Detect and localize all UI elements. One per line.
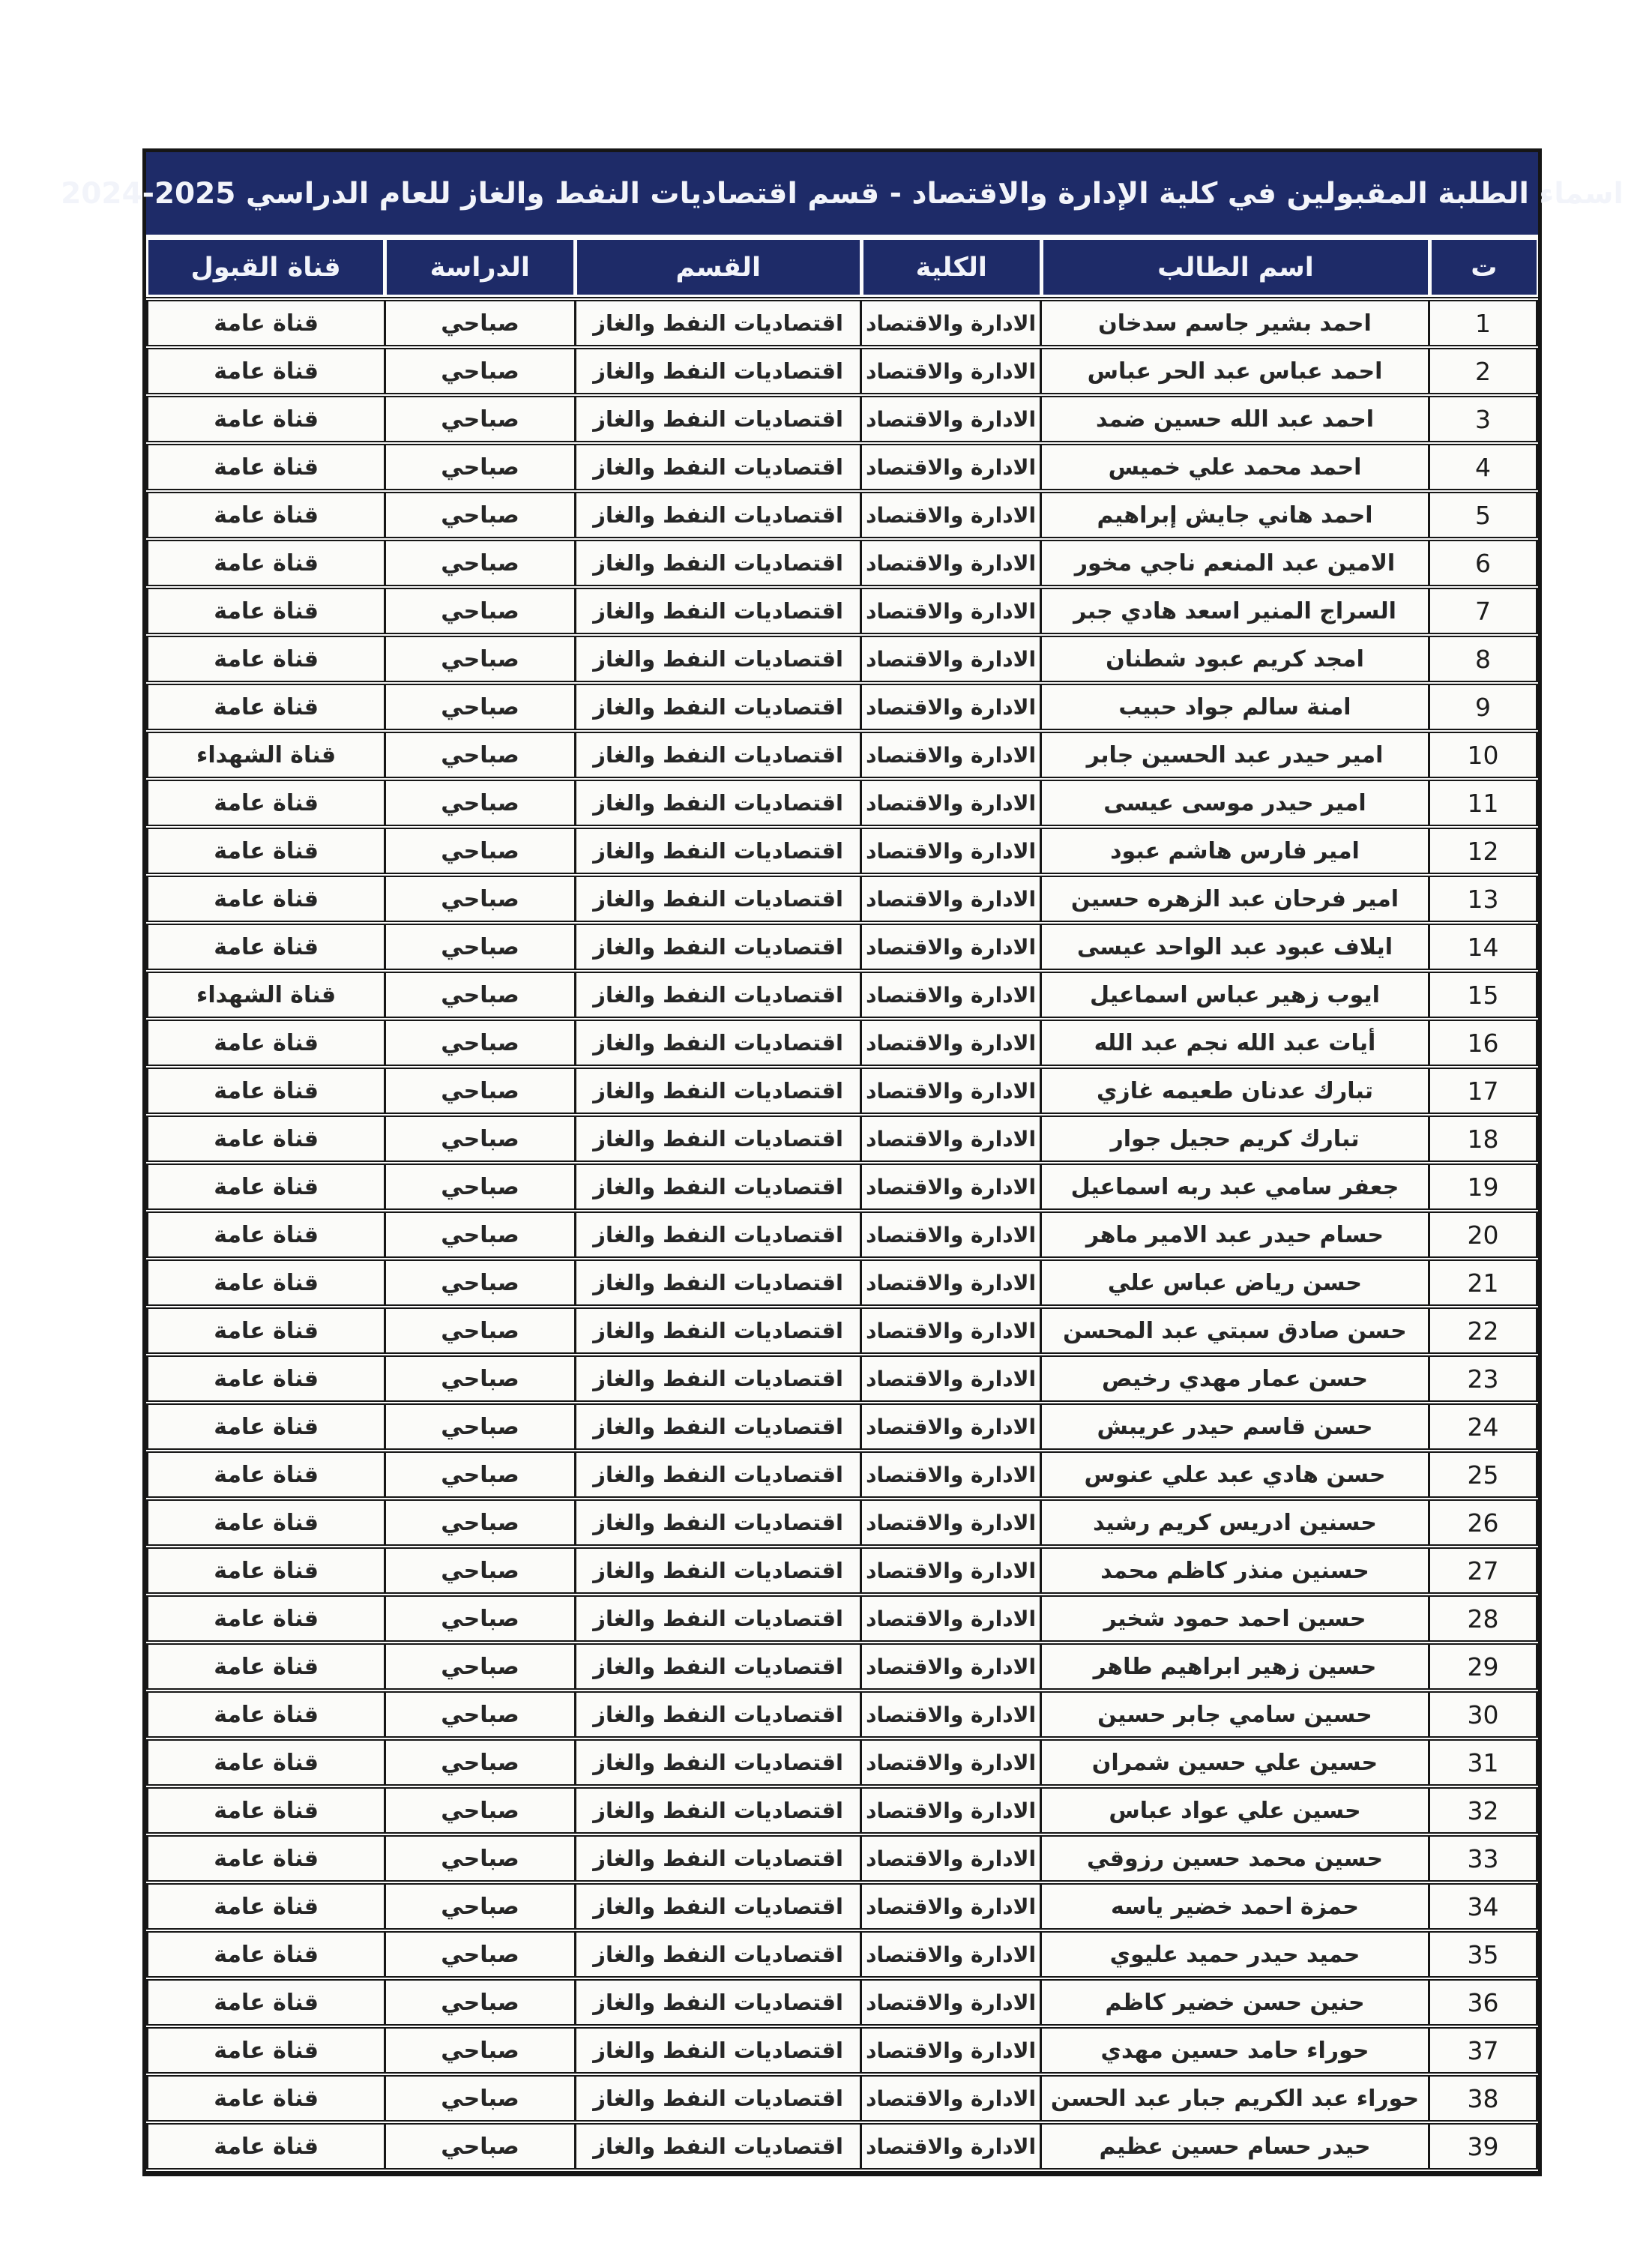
cell-number: 5 bbox=[1429, 491, 1537, 539]
cell-department: اقتصاديات النفط والغاز bbox=[575, 1307, 861, 1355]
cell-department: اقتصاديات النفط والغاز bbox=[575, 1211, 861, 1259]
cell-study: صباحي bbox=[385, 299, 576, 347]
cell-department: اقتصاديات النفط والغاز bbox=[575, 443, 861, 491]
cell-department: اقتصاديات النفط والغاز bbox=[575, 1403, 861, 1451]
cell-number: 26 bbox=[1429, 1499, 1537, 1547]
cell-channel: قناة عامة bbox=[148, 2026, 385, 2074]
cell-channel: قناة عامة bbox=[148, 2074, 385, 2122]
cell-number: 36 bbox=[1429, 1978, 1537, 2026]
cell-department: اقتصاديات النفط والغاز bbox=[575, 1163, 861, 1211]
cell-student-name: حسين سامي جابر حسين bbox=[1041, 1690, 1429, 1738]
cell-channel: قناة عامة bbox=[148, 1403, 385, 1451]
cell-number: 19 bbox=[1429, 1163, 1537, 1211]
cell-department: اقتصاديات النفط والغاز bbox=[575, 2026, 861, 2074]
cell-student-name: حسن صادق سبتي عبد المحسن bbox=[1041, 1307, 1429, 1355]
cell-number: 11 bbox=[1429, 779, 1537, 827]
cell-student-name: امير فرحان عبد الزهره حسين bbox=[1041, 875, 1429, 923]
cell-number: 24 bbox=[1429, 1403, 1537, 1451]
cell-college: الادارة والاقتصاد bbox=[861, 1930, 1041, 1978]
cell-channel: قناة عامة bbox=[148, 923, 385, 971]
cell-study: صباحي bbox=[385, 1882, 576, 1930]
cell-number: 33 bbox=[1429, 1834, 1537, 1882]
cell-channel: قناة عامة bbox=[148, 1211, 385, 1259]
header-cell-department: القسم bbox=[577, 240, 860, 295]
cell-study: صباحي bbox=[385, 827, 576, 875]
table-row bbox=[148, 827, 1537, 875]
page-title: اسماء الطلبة المقبولين في كلية الإدارة والاقتصاد - قسم اقتصاديات النفط والغاز للعام الدراسي 2025-2024 bbox=[146, 152, 1538, 238]
cell-study: صباحي bbox=[385, 1547, 576, 1595]
cell-college: الادارة والاقتصاد bbox=[861, 971, 1041, 1019]
cell-study: صباحي bbox=[385, 1355, 576, 1403]
cell-student-name: احمد هاني جايش إبراهيم bbox=[1041, 491, 1429, 539]
cell-student-name: حسنين منذر كاظم محمد bbox=[1041, 1547, 1429, 1595]
table-row bbox=[148, 347, 1537, 395]
cell-channel: قناة عامة bbox=[148, 443, 385, 491]
cell-number: 39 bbox=[1429, 2122, 1537, 2170]
table-row bbox=[148, 587, 1537, 635]
cell-channel: قناة عامة bbox=[148, 539, 385, 587]
cell-number: 31 bbox=[1429, 1738, 1537, 1786]
cell-college: الادارة والاقتصاد bbox=[861, 443, 1041, 491]
table-row bbox=[148, 1738, 1537, 1786]
cell-channel: قناة الشهداء bbox=[148, 731, 385, 779]
cell-study: صباحي bbox=[385, 1307, 576, 1355]
cell-channel: قناة عامة bbox=[148, 875, 385, 923]
cell-number: 17 bbox=[1429, 1067, 1537, 1115]
table-row bbox=[148, 1067, 1537, 1115]
table-row bbox=[148, 1786, 1537, 1834]
table-row bbox=[148, 2074, 1537, 2122]
cell-student-name: حسين محمد حسين رزوقي bbox=[1041, 1834, 1429, 1882]
cell-study: صباحي bbox=[385, 971, 576, 1019]
table-row bbox=[148, 443, 1537, 491]
cell-channel: قناة عامة bbox=[148, 1978, 385, 2026]
cell-channel: قناة عامة bbox=[148, 683, 385, 731]
cell-study: صباحي bbox=[385, 1259, 576, 1307]
cell-department: اقتصاديات النفط والغاز bbox=[575, 1499, 861, 1547]
cell-student-name: ايوب زهير عباس اسماعيل bbox=[1041, 971, 1429, 1019]
cell-study: صباحي bbox=[385, 491, 576, 539]
cell-study: صباحي bbox=[385, 539, 576, 587]
cell-study: صباحي bbox=[385, 1595, 576, 1643]
cell-study: صباحي bbox=[385, 2026, 576, 2074]
table-row bbox=[148, 1451, 1537, 1499]
cell-channel: قناة عامة bbox=[148, 1643, 385, 1690]
table-row bbox=[148, 1595, 1537, 1643]
cell-college: الادارة والاقتصاد bbox=[861, 1690, 1041, 1738]
cell-study: صباحي bbox=[385, 2074, 576, 2122]
cell-student-name: امير فارس هاشم عبود bbox=[1041, 827, 1429, 875]
cell-study: صباحي bbox=[385, 1786, 576, 1834]
table-row bbox=[148, 2026, 1537, 2074]
students-table bbox=[146, 297, 1538, 2173]
cell-channel: قناة عامة bbox=[148, 779, 385, 827]
cell-study: صباحي bbox=[385, 1834, 576, 1882]
cell-college: الادارة والاقتصاد bbox=[861, 1738, 1041, 1786]
table-row bbox=[148, 971, 1537, 1019]
cell-channel: قناة عامة bbox=[148, 395, 385, 443]
cell-study: صباحي bbox=[385, 1930, 576, 1978]
cell-number: 25 bbox=[1429, 1451, 1537, 1499]
header-cell-no: ت bbox=[1432, 240, 1536, 295]
cell-college: الادارة والاقتصاد bbox=[861, 1834, 1041, 1882]
header-cell-college: الكلية bbox=[863, 240, 1040, 295]
cell-study: صباحي bbox=[385, 1019, 576, 1067]
cell-student-name: حسام حيدر عبد الامير ماهر bbox=[1041, 1211, 1429, 1259]
cell-student-name: حيدر حسام حسين عظيم bbox=[1041, 2122, 1429, 2170]
cell-college: الادارة والاقتصاد bbox=[861, 395, 1041, 443]
cell-department: اقتصاديات النفط والغاز bbox=[575, 2074, 861, 2122]
cell-study: صباحي bbox=[385, 1211, 576, 1259]
table-row bbox=[148, 923, 1537, 971]
cell-college: الادارة والاقتصاد bbox=[861, 779, 1041, 827]
cell-study: صباحي bbox=[385, 875, 576, 923]
cell-college: الادارة والاقتصاد bbox=[861, 1403, 1041, 1451]
cell-student-name: حسن رياض عباس علي bbox=[1041, 1259, 1429, 1307]
cell-college: الادارة والاقتصاد bbox=[861, 1643, 1041, 1690]
cell-department: اقتصاديات النفط والغاز bbox=[575, 1595, 861, 1643]
cell-study: صباحي bbox=[385, 731, 576, 779]
cell-study: صباحي bbox=[385, 1643, 576, 1690]
header-cell-channel: قناة القبول bbox=[148, 240, 383, 295]
cell-number: 3 bbox=[1429, 395, 1537, 443]
cell-department: اقتصاديات النفط والغاز bbox=[575, 683, 861, 731]
cell-student-name: احمد محمد علي خميس bbox=[1041, 443, 1429, 491]
cell-channel: قناة عامة bbox=[148, 1834, 385, 1882]
cell-college: الادارة والاقتصاد bbox=[861, 539, 1041, 587]
cell-channel: قناة عامة bbox=[148, 2122, 385, 2170]
cell-number: 8 bbox=[1429, 635, 1537, 683]
cell-student-name: احمد عباس عبد الحر عباس bbox=[1041, 347, 1429, 395]
cell-student-name: حسين علي عواد عباس bbox=[1041, 1786, 1429, 1834]
cell-department: اقتصاديات النفط والغاز bbox=[575, 971, 861, 1019]
cell-number: 16 bbox=[1429, 1019, 1537, 1067]
cell-number: 15 bbox=[1429, 971, 1537, 1019]
cell-college: الادارة والاقتصاد bbox=[861, 1355, 1041, 1403]
cell-channel: قناة الشهداء bbox=[148, 971, 385, 1019]
cell-channel: قناة عامة bbox=[148, 1115, 385, 1163]
cell-channel: قناة عامة bbox=[148, 1690, 385, 1738]
cell-channel: قناة عامة bbox=[148, 1882, 385, 1930]
cell-number: 13 bbox=[1429, 875, 1537, 923]
cell-study: صباحي bbox=[385, 347, 576, 395]
cell-number: 35 bbox=[1429, 1930, 1537, 1978]
cell-study: صباحي bbox=[385, 1451, 576, 1499]
cell-student-name: حسين زهير ابراهيم طاهر bbox=[1041, 1643, 1429, 1690]
cell-department: اقتصاديات النفط والغاز bbox=[575, 1067, 861, 1115]
table-row bbox=[148, 491, 1537, 539]
table-row bbox=[148, 1307, 1537, 1355]
cell-channel: قناة عامة bbox=[148, 347, 385, 395]
cell-number: 21 bbox=[1429, 1259, 1537, 1307]
cell-college: الادارة والاقتصاد bbox=[861, 299, 1041, 347]
cell-study: صباحي bbox=[385, 1115, 576, 1163]
cell-student-name: الامين عبد المنعم ناجي مخور bbox=[1041, 539, 1429, 587]
cell-study: صباحي bbox=[385, 395, 576, 443]
cell-number: 20 bbox=[1429, 1211, 1537, 1259]
cell-channel: قناة عامة bbox=[148, 299, 385, 347]
cell-department: اقتصاديات النفط والغاز bbox=[575, 1019, 861, 1067]
cell-college: الادارة والاقتصاد bbox=[861, 1595, 1041, 1643]
cell-study: صباحي bbox=[385, 1499, 576, 1547]
cell-college: الادارة والاقتصاد bbox=[861, 1547, 1041, 1595]
cell-college: الادارة والاقتصاد bbox=[861, 1067, 1041, 1115]
cell-study: صباحي bbox=[385, 635, 576, 683]
cell-number: 22 bbox=[1429, 1307, 1537, 1355]
cell-number: 23 bbox=[1429, 1355, 1537, 1403]
cell-college: الادارة والاقتصاد bbox=[861, 1451, 1041, 1499]
cell-college: الادارة والاقتصاد bbox=[861, 1019, 1041, 1067]
cell-student-name: حميد حيدر حميد عليوي bbox=[1041, 1930, 1429, 1978]
cell-college: الادارة والاقتصاد bbox=[861, 731, 1041, 779]
cell-college: الادارة والاقتصاد bbox=[861, 587, 1041, 635]
cell-number: 1 bbox=[1429, 299, 1537, 347]
cell-department: اقتصاديات النفط والغاز bbox=[575, 635, 861, 683]
admission-table-document bbox=[61, 148, 1624, 2176]
table-row bbox=[148, 1547, 1537, 1595]
cell-department: اقتصاديات النفط والغاز bbox=[575, 395, 861, 443]
cell-number: 7 bbox=[1429, 587, 1537, 635]
table-row bbox=[148, 1499, 1537, 1547]
cell-channel: قناة عامة bbox=[148, 491, 385, 539]
cell-student-name: امنة سالم جواد حبيب bbox=[1041, 683, 1429, 731]
cell-department: اقتصاديات النفط والغاز bbox=[575, 1834, 861, 1882]
cell-department: اقتصاديات النفط والغاز bbox=[575, 2122, 861, 2170]
cell-number: 6 bbox=[1429, 539, 1537, 587]
cell-college: الادارة والاقتصاد bbox=[861, 1307, 1041, 1355]
table-row bbox=[148, 683, 1537, 731]
cell-channel: قناة عامة bbox=[148, 587, 385, 635]
cell-channel: قناة عامة bbox=[148, 1547, 385, 1595]
cell-channel: قناة عامة bbox=[148, 1451, 385, 1499]
table-row bbox=[148, 731, 1537, 779]
table-row bbox=[148, 299, 1537, 347]
cell-channel: قناة عامة bbox=[148, 635, 385, 683]
cell-study: صباحي bbox=[385, 923, 576, 971]
cell-college: الادارة والاقتصاد bbox=[861, 1786, 1041, 1834]
cell-channel: قناة عامة bbox=[148, 1019, 385, 1067]
cell-student-name: تبارك كريم حجيل جوار bbox=[1041, 1115, 1429, 1163]
cell-department: اقتصاديات النفط والغاز bbox=[575, 1259, 861, 1307]
cell-college: الادارة والاقتصاد bbox=[861, 923, 1041, 971]
cell-department: اقتصاديات النفط والغاز bbox=[575, 1930, 861, 1978]
cell-channel: قناة عامة bbox=[148, 1259, 385, 1307]
cell-channel: قناة عامة bbox=[148, 1738, 385, 1786]
table-row bbox=[148, 1834, 1537, 1882]
cell-college: الادارة والاقتصاد bbox=[861, 1499, 1041, 1547]
cell-student-name: حسن هادي عبد علي عنوس bbox=[1041, 1451, 1429, 1499]
table-header-row bbox=[146, 238, 1538, 297]
cell-number: 27 bbox=[1429, 1547, 1537, 1595]
table-row bbox=[148, 1643, 1537, 1690]
cell-department: اقتصاديات النفط والغاز bbox=[575, 1547, 861, 1595]
cell-study: صباحي bbox=[385, 1403, 576, 1451]
cell-college: الادارة والاقتصاد bbox=[861, 491, 1041, 539]
cell-college: الادارة والاقتصاد bbox=[861, 1978, 1041, 2026]
table-row bbox=[148, 1163, 1537, 1211]
cell-department: اقتصاديات النفط والغاز bbox=[575, 1451, 861, 1499]
header-cell-name: اسم الطالب bbox=[1043, 240, 1428, 295]
cell-channel: قناة عامة bbox=[148, 1930, 385, 1978]
cell-department: اقتصاديات النفط والغاز bbox=[575, 923, 861, 971]
cell-department: اقتصاديات النفط والغاز bbox=[575, 1690, 861, 1738]
cell-college: الادارة والاقتصاد bbox=[861, 2122, 1041, 2170]
table-row bbox=[148, 1211, 1537, 1259]
cell-study: صباحي bbox=[385, 1163, 576, 1211]
cell-number: 34 bbox=[1429, 1882, 1537, 1930]
cell-college: الادارة والاقتصاد bbox=[861, 1211, 1041, 1259]
cell-student-name: امجد كريم عبود شطنان bbox=[1041, 635, 1429, 683]
cell-channel: قناة عامة bbox=[148, 1499, 385, 1547]
cell-student-name: احمد عبد الله حسين ضمد bbox=[1041, 395, 1429, 443]
table-row bbox=[148, 1355, 1537, 1403]
cell-student-name: حمزة احمد خضير ياسه bbox=[1041, 1882, 1429, 1930]
cell-department: اقتصاديات النفط والغاز bbox=[575, 731, 861, 779]
cell-number: 9 bbox=[1429, 683, 1537, 731]
students-table-body bbox=[148, 299, 1537, 2170]
table-row bbox=[148, 1978, 1537, 2026]
table-row bbox=[148, 1882, 1537, 1930]
cell-study: صباحي bbox=[385, 2122, 576, 2170]
cell-number: 37 bbox=[1429, 2026, 1537, 2074]
cell-channel: قناة عامة bbox=[148, 827, 385, 875]
cell-channel: قناة عامة bbox=[148, 1595, 385, 1643]
cell-department: اقتصاديات النفط والغاز bbox=[575, 539, 861, 587]
table-row bbox=[148, 539, 1537, 587]
table-row bbox=[148, 1690, 1537, 1738]
cell-college: الادارة والاقتصاد bbox=[861, 1882, 1041, 1930]
cell-student-name: حوراء حامد حسين مهدي bbox=[1041, 2026, 1429, 2074]
table-row bbox=[148, 635, 1537, 683]
cell-student-name: امير حيدر عبد الحسين جابر bbox=[1041, 731, 1429, 779]
cell-student-name: السراج المنير اسعد هادي جبر bbox=[1041, 587, 1429, 635]
cell-study: صباحي bbox=[385, 1067, 576, 1115]
cell-study: صباحي bbox=[385, 1738, 576, 1786]
cell-channel: قناة عامة bbox=[148, 1163, 385, 1211]
cell-college: الادارة والاقتصاد bbox=[861, 635, 1041, 683]
cell-department: اقتصاديات النفط والغاز bbox=[575, 491, 861, 539]
table-row bbox=[148, 2122, 1537, 2170]
cell-department: اقتصاديات النفط والغاز bbox=[575, 1643, 861, 1690]
cell-number: 12 bbox=[1429, 827, 1537, 875]
table-row bbox=[148, 779, 1537, 827]
cell-student-name: تبارك عدنان طعيمه غازي bbox=[1041, 1067, 1429, 1115]
table-row bbox=[148, 1115, 1537, 1163]
cell-number: 10 bbox=[1429, 731, 1537, 779]
cell-student-name: امير حيدر موسى عيسى bbox=[1041, 779, 1429, 827]
cell-college: الادارة والاقتصاد bbox=[861, 1259, 1041, 1307]
cell-department: اقتصاديات النفط والغاز bbox=[575, 1786, 861, 1834]
cell-student-name: أيات عبد الله نجم عبد الله bbox=[1041, 1019, 1429, 1067]
cell-channel: قناة عامة bbox=[148, 1355, 385, 1403]
cell-number: 30 bbox=[1429, 1690, 1537, 1738]
cell-number: 28 bbox=[1429, 1595, 1537, 1643]
cell-student-name: حسين علي حسين شمران bbox=[1041, 1738, 1429, 1786]
cell-college: الادارة والاقتصاد bbox=[861, 1163, 1041, 1211]
cell-college: الادارة والاقتصاد bbox=[861, 875, 1041, 923]
cell-student-name: حسنين ادريس كريم رشيد bbox=[1041, 1499, 1429, 1547]
cell-college: الادارة والاقتصاد bbox=[861, 827, 1041, 875]
cell-department: اقتصاديات النفط والغاز bbox=[575, 875, 861, 923]
cell-college: الادارة والاقتصاد bbox=[861, 2026, 1041, 2074]
cell-department: اقتصاديات النفط والغاز bbox=[575, 1355, 861, 1403]
cell-student-name: حسن قاسم حيدر عريبش bbox=[1041, 1403, 1429, 1451]
cell-number: 14 bbox=[1429, 923, 1537, 971]
cell-study: صباحي bbox=[385, 587, 576, 635]
cell-number: 4 bbox=[1429, 443, 1537, 491]
cell-department: اقتصاديات النفط والغاز bbox=[575, 1978, 861, 2026]
table-row bbox=[148, 395, 1537, 443]
cell-department: اقتصاديات النفط والغاز bbox=[575, 827, 861, 875]
cell-department: اقتصاديات النفط والغاز bbox=[575, 587, 861, 635]
cell-number: 2 bbox=[1429, 347, 1537, 395]
cell-student-name: ايلاف عبود عبد الواحد عيسى bbox=[1041, 923, 1429, 971]
table-row bbox=[148, 875, 1537, 923]
cell-student-name: حنين حسن خضير كاظم bbox=[1041, 1978, 1429, 2026]
cell-number: 29 bbox=[1429, 1643, 1537, 1690]
cell-channel: قناة عامة bbox=[148, 1067, 385, 1115]
cell-department: اقتصاديات النفط والغاز bbox=[575, 347, 861, 395]
cell-college: الادارة والاقتصاد bbox=[861, 683, 1041, 731]
table-row bbox=[148, 1403, 1537, 1451]
cell-student-name: حسين احمد حمود شخير bbox=[1041, 1595, 1429, 1643]
cell-department: اقتصاديات النفط والغاز bbox=[575, 299, 861, 347]
cell-college: الادارة والاقتصاد bbox=[861, 347, 1041, 395]
cell-study: صباحي bbox=[385, 1978, 576, 2026]
cell-student-name: حسن عمار مهدي رخيص bbox=[1041, 1355, 1429, 1403]
cell-channel: قناة عامة bbox=[148, 1307, 385, 1355]
cell-number: 18 bbox=[1429, 1115, 1537, 1163]
header-cell-study: الدراسة bbox=[387, 240, 573, 295]
table-row bbox=[148, 1019, 1537, 1067]
table-row bbox=[148, 1930, 1537, 1978]
cell-number: 32 bbox=[1429, 1786, 1537, 1834]
cell-student-name: جعفر سامي عبد ربه اسماعيل bbox=[1041, 1163, 1429, 1211]
cell-study: صباحي bbox=[385, 443, 576, 491]
cell-department: اقتصاديات النفط والغاز bbox=[575, 1882, 861, 1930]
cell-student-name: احمد بشير جاسم سدخان bbox=[1041, 299, 1429, 347]
cell-study: صباحي bbox=[385, 779, 576, 827]
cell-department: اقتصاديات النفط والغاز bbox=[575, 1115, 861, 1163]
cell-college: الادارة والاقتصاد bbox=[861, 2074, 1041, 2122]
table-row bbox=[148, 1259, 1537, 1307]
cell-study: صباحي bbox=[385, 683, 576, 731]
cell-college: الادارة والاقتصاد bbox=[861, 1115, 1041, 1163]
cell-department: اقتصاديات النفط والغاز bbox=[575, 1738, 861, 1786]
cell-student-name: حوراء عبد الكريم جبار عبد الحسن bbox=[1041, 2074, 1429, 2122]
cell-study: صباحي bbox=[385, 1690, 576, 1738]
cell-number: 38 bbox=[1429, 2074, 1537, 2122]
cell-channel: قناة عامة bbox=[148, 1786, 385, 1834]
cell-department: اقتصاديات النفط والغاز bbox=[575, 779, 861, 827]
